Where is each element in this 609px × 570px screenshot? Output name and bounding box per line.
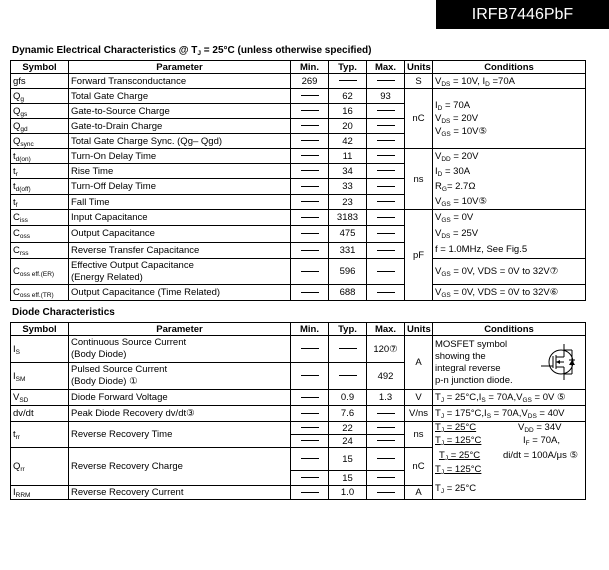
symbol: $C_{oss eff.(TR)}$	[11, 285, 69, 301]
col-units: Units	[405, 323, 433, 336]
table-row	[11, 285, 586, 301]
conditions: $I_D = 70A$ $V_{DS} = 20V$ $V_{GS}$ = 10V⑤	[433, 89, 586, 149]
typ-value: 23	[329, 195, 367, 210]
typ-value: 34	[329, 164, 367, 179]
units: pF	[405, 210, 433, 301]
typ-value: 20	[329, 119, 367, 134]
min-value	[291, 422, 329, 435]
typ-value: 596	[329, 259, 367, 285]
symbol: $Q_{rr}$	[11, 448, 69, 486]
min-value	[291, 119, 329, 134]
parameter: Input Capacitance	[69, 210, 291, 226]
col-typ: Typ.	[329, 323, 367, 336]
parameter: Pulsed Source Current (Body Diode) ①	[69, 363, 291, 390]
mosfet-text-line: integral reverse	[435, 362, 501, 374]
max-value	[367, 435, 405, 448]
min-value	[291, 210, 329, 226]
parameter: Turn-Off Delay Time	[69, 179, 291, 195]
table-header-row	[11, 61, 586, 74]
col-min: Min.	[291, 61, 329, 74]
table-row	[11, 390, 586, 406]
typ-value: 24	[329, 435, 367, 448]
min-value	[291, 406, 329, 422]
symbol: $C_{oss eff.(ER)}$	[11, 259, 69, 285]
conditions: $V_{GS} = 0V$, VDS = 0V to 32V⑦	[433, 259, 586, 285]
units: nC	[405, 89, 433, 149]
dynamic-section-title: Dynamic Electrical Characteristics @ $T_J = 25^\circ C$ (unless otherwise specified)	[12, 45, 372, 57]
conditions: $T_J = 25^\circ C,I_S = 70A,V_{GS} = 0V$ ⑤	[433, 390, 586, 406]
min-value: 269	[291, 74, 329, 89]
col-parameter: Parameter	[69, 61, 291, 74]
min-value	[291, 363, 329, 390]
conditions	[433, 336, 586, 390]
parameter: Peak Diode Recovery dv/dt③	[69, 406, 291, 422]
units: ns	[405, 149, 433, 210]
min-value	[291, 134, 329, 149]
col-max: Max.	[367, 61, 405, 74]
min-value	[291, 195, 329, 210]
table-row	[11, 259, 586, 285]
diode-section-title: Diode Characteristics	[12, 307, 115, 318]
min-value	[291, 149, 329, 164]
parameter: Gate-to-Source Charge	[69, 104, 291, 119]
diode-characteristics-table	[10, 322, 586, 500]
symbol: $t_{rr}$	[11, 422, 69, 448]
max-value	[367, 406, 405, 422]
units: ns	[405, 422, 433, 448]
max-value	[367, 486, 405, 500]
max-value	[367, 422, 405, 435]
parameter: Output Capacitance	[69, 226, 291, 242]
units: A	[405, 486, 433, 500]
mosfet-symbol-icon	[539, 342, 579, 382]
typ-value	[329, 74, 367, 89]
parameter: Forward Transconductance	[69, 74, 291, 89]
typ-value: 0.9	[329, 390, 367, 406]
typ-value: 33	[329, 179, 367, 195]
min-value	[291, 89, 329, 104]
symbol: $C_{iss}$	[11, 210, 69, 226]
parameter: Total Gate Charge Sync. (Qg– Qgd)	[69, 134, 291, 149]
max-value	[367, 210, 405, 226]
typ-value: 688	[329, 285, 367, 301]
max-value: 492	[367, 363, 405, 390]
max-value	[367, 242, 405, 258]
part-number-header: IRFB7446PbF	[436, 0, 609, 29]
min-value	[291, 179, 329, 195]
table-row	[11, 336, 586, 363]
conditions: $V_{GS} = 0V$ $V_{DS} = 25V$ f = 1.0MHz, See Fig.5	[433, 210, 586, 259]
max-value	[367, 119, 405, 134]
units: V/ns	[405, 406, 433, 422]
min-value	[291, 486, 329, 500]
parameter: Reverse Recovery Current	[69, 486, 291, 500]
min-value	[291, 226, 329, 242]
symbol: gfs	[11, 74, 69, 89]
max-value	[367, 285, 405, 301]
col-symbol: Symbol	[11, 61, 69, 74]
max-value	[367, 448, 405, 471]
min-value	[291, 164, 329, 179]
col-max: Max.	[367, 323, 405, 336]
conditions: $V_{GS} = 0V$, VDS = 0V to 32V⑥	[433, 285, 586, 301]
max-value	[367, 226, 405, 242]
max-value	[367, 259, 405, 285]
typ-value: 62	[329, 89, 367, 104]
min-value	[291, 471, 329, 486]
typ-value: 1.0	[329, 486, 367, 500]
max-value: 93	[367, 89, 405, 104]
symbol: $t_{d(on)}$	[11, 149, 69, 164]
parameter: Gate-to-Drain Charge	[69, 119, 291, 134]
parameter: Reverse Transfer Capacitance	[69, 242, 291, 258]
symbol: $I_{SM}$	[11, 363, 69, 390]
parameter: Diode Forward Voltage	[69, 390, 291, 406]
col-parameter: Parameter	[69, 323, 291, 336]
col-typ: Typ.	[329, 61, 367, 74]
max-value: 1.3	[367, 390, 405, 406]
symbol: $Q_g$	[11, 89, 69, 104]
table-header-row	[11, 323, 586, 336]
typ-value: 42	[329, 134, 367, 149]
parameter: Continuous Source Current (Body Diode)	[69, 336, 291, 363]
dynamic-characteristics-table	[10, 60, 586, 301]
symbol: $Q_{gs}$	[11, 104, 69, 119]
symbol: $V_{SD}$	[11, 390, 69, 406]
table-row	[11, 422, 586, 435]
symbol: $t_f$	[11, 195, 69, 210]
max-value: 120⑦	[367, 336, 405, 363]
symbol: $t_r$	[11, 164, 69, 179]
conditions: $V_{DD} = 20V$ $I_D = 30A$ $R_G= 2.7\Omega$ $V_{GS}$ = 10V⑤	[433, 149, 586, 210]
max-value	[367, 104, 405, 119]
min-value	[291, 390, 329, 406]
units: A	[405, 336, 433, 390]
symbol: $t_{d(off)}$	[11, 179, 69, 195]
parameter: Reverse Recovery Time	[69, 422, 291, 448]
symbol: $I_{RRM}$	[11, 486, 69, 500]
parameter: Effective Output Capacitance (Energy Related)	[69, 259, 291, 285]
typ-value: 331	[329, 242, 367, 258]
parameter: Reverse Recovery Charge	[69, 448, 291, 486]
symbol: dv/dt	[11, 406, 69, 422]
symbol: $Q_{gd}$	[11, 119, 69, 134]
units: nC	[405, 448, 433, 486]
symbol: $I_S$	[11, 336, 69, 363]
conditions: $T_J = 25^\circ C$ $V_{DD} = 34V$ $T_J = 125^\circ C$ $I_F = 70A$, $T_J = 25^\circ C$ di/dt = 100A/μs ⑤ $T_J = 125^\circ C$ $T_J = 25^\circ C$	[433, 422, 586, 500]
units: S	[405, 74, 433, 89]
typ-value: 22	[329, 422, 367, 435]
typ-value: 475	[329, 226, 367, 242]
min-value	[291, 336, 329, 363]
parameter: Fall Time	[69, 195, 291, 210]
conditions: $V_{DS} = 10V$, $I_D =70A$	[433, 74, 586, 89]
table-row	[11, 74, 586, 89]
max-value	[367, 164, 405, 179]
mosfet-text-line: p-n junction diode.	[435, 374, 513, 386]
mosfet-text-line: MOSFET symbol	[435, 338, 508, 350]
typ-value: 15	[329, 448, 367, 471]
parameter: Rise Time	[69, 164, 291, 179]
symbol: $C_{rss}$	[11, 242, 69, 258]
table-row	[11, 149, 586, 164]
typ-value: 11	[329, 149, 367, 164]
max-value	[367, 134, 405, 149]
col-units: Units	[405, 61, 433, 74]
mosfet-text-line: showing the	[435, 350, 486, 362]
min-value	[291, 448, 329, 471]
parameter: Output Capacitance (Time Related)	[69, 285, 291, 301]
col-conditions: Conditions	[433, 61, 586, 74]
typ-value: 15	[329, 471, 367, 486]
symbol: $Q_{sync}$	[11, 134, 69, 149]
max-value	[367, 74, 405, 89]
parameter: Turn-On Delay Time	[69, 149, 291, 164]
col-symbol: Symbol	[11, 323, 69, 336]
min-value	[291, 435, 329, 448]
table-row	[11, 89, 586, 104]
max-value	[367, 471, 405, 486]
typ-value: 7.6	[329, 406, 367, 422]
typ-value: 16	[329, 104, 367, 119]
symbol: $C_{oss}$	[11, 226, 69, 242]
min-value	[291, 259, 329, 285]
parameter: Total Gate Charge	[69, 89, 291, 104]
max-value	[367, 179, 405, 195]
units: V	[405, 390, 433, 406]
min-value	[291, 104, 329, 119]
typ-value: 3183	[329, 210, 367, 226]
max-value	[367, 195, 405, 210]
typ-value	[329, 363, 367, 390]
min-value	[291, 242, 329, 258]
conditions: $T_J = 175^\circ C,I_S = 70A,V_{DS} = 40V$	[433, 406, 586, 422]
typ-value	[329, 336, 367, 363]
min-value	[291, 285, 329, 301]
table-row	[11, 406, 586, 422]
col-conditions: Conditions	[433, 323, 586, 336]
max-value	[367, 149, 405, 164]
col-min: Min.	[291, 323, 329, 336]
table-row	[11, 210, 586, 226]
